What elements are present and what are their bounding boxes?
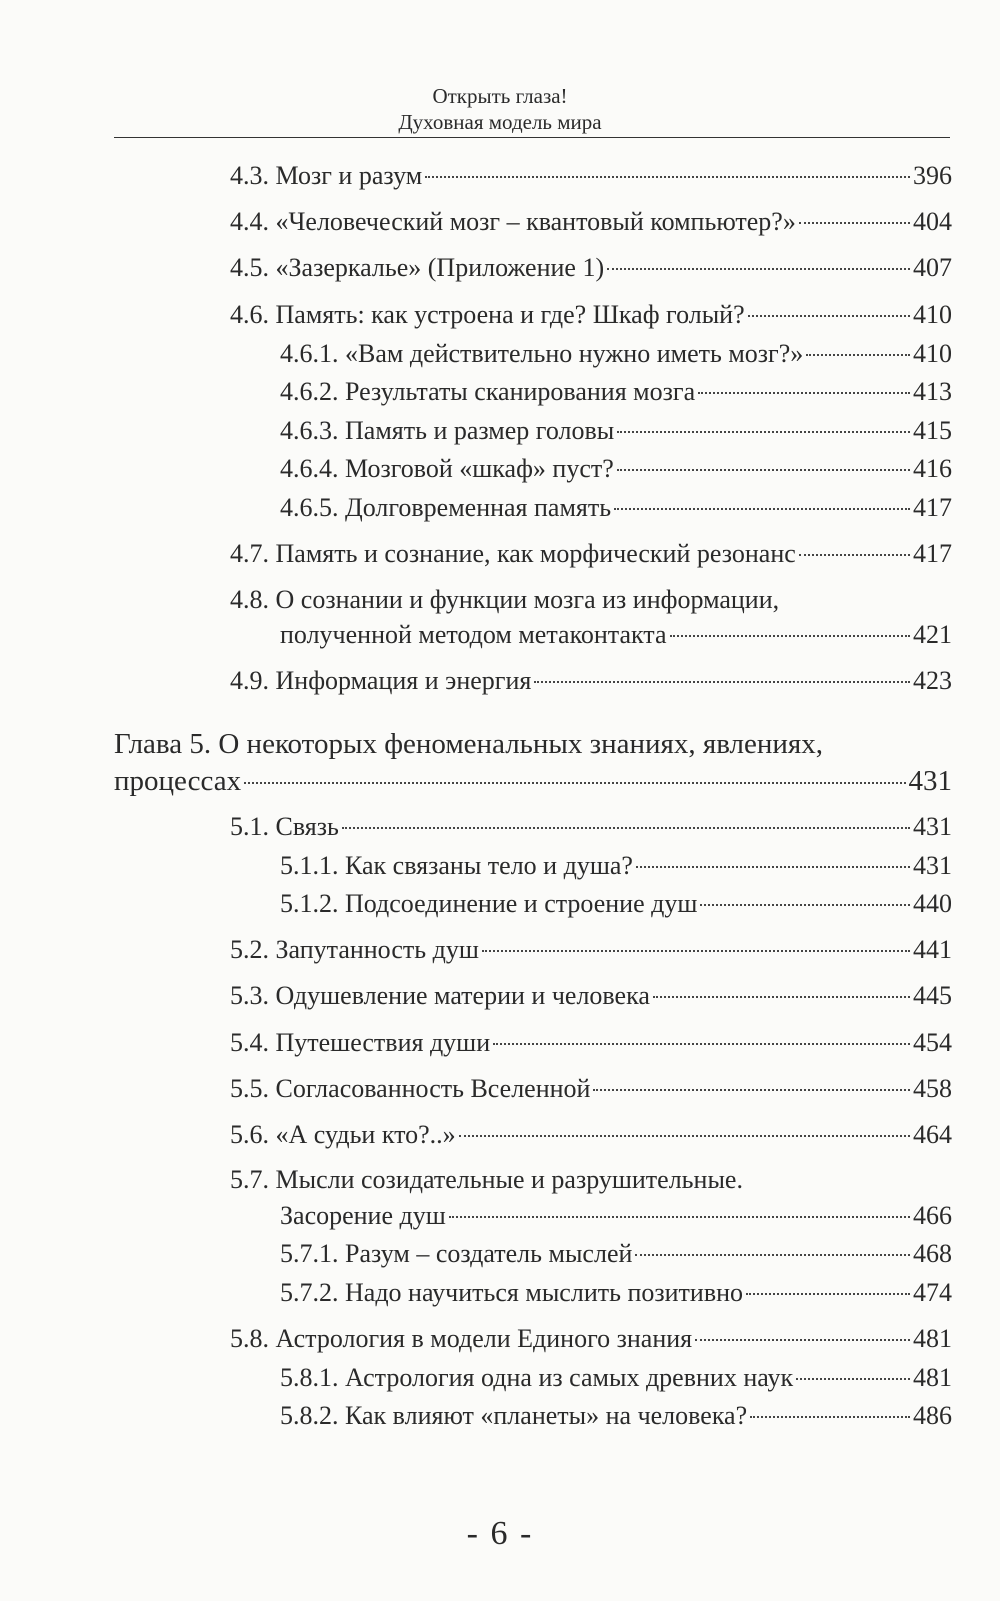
toc-entry-title: 5.8.1. Астрология одна из самых древних наук [280,1363,794,1392]
toc-page-number: 413 [913,377,952,406]
dot-leader [614,508,910,510]
toc-entry-5-6 [230,1119,952,1151]
dot-leader [796,1378,910,1380]
toc-page-number: 441 [913,935,952,964]
toc-page-number: 417 [913,539,952,568]
toc-entry-4-6-1 [280,338,952,370]
toc-page-number: 431 [908,765,952,797]
toc-entry-4-4 [230,206,952,238]
toc-page-number: 481 [913,1324,952,1353]
toc-entry-title: 4.9. Информация и энергия [230,666,532,695]
dot-leader [695,1339,910,1341]
toc-entry-title: 5.4. Путешествия души [230,1028,491,1057]
dot-leader [607,268,910,270]
toc-entry-title: 5.5. Согласованность Вселенной [230,1074,591,1103]
dot-leader [750,1416,910,1418]
running-header-title: Открыть глаза! [432,84,568,108]
toc-page-number: 396 [913,161,952,190]
dot-leader [799,222,910,224]
toc-entry-title: 4.6.3. Память и размер головы [280,416,615,445]
dot-leader [670,635,910,637]
toc-entry-4-6-4 [280,453,952,485]
toc-page-number: 481 [913,1363,952,1392]
dot-leader [746,1293,910,1295]
toc-entry-title: 4.6.4. Мозговой «шкаф» пуст? [280,454,614,483]
toc-page-number: 407 [913,253,952,282]
toc-entry-5-2 [230,934,952,966]
toc-entry-title: 5.6. «А судьи кто?..» [230,1120,456,1149]
dot-leader [493,1043,910,1045]
dot-leader [342,827,910,829]
toc-entry-title: процессах [114,765,242,797]
dot-leader [482,950,910,952]
toc-entry-title: 4.7. Память и сознание, как морфический резонанс [230,539,796,568]
toc-page-number: 445 [913,981,952,1010]
running-header-subtitle: Духовная модель мира [398,110,602,134]
toc-entry-5-7 [280,1200,952,1232]
toc-entry-title: 5.3. Одушевление материи и человека [230,981,650,1010]
toc-page-number: 431 [913,812,952,841]
toc-page-number: 421 [913,620,952,649]
toc-entry-5-1-2 [280,888,952,920]
dot-leader [636,866,910,868]
toc-entry-title: 4.6.2. Результаты сканирования мозга [280,377,696,406]
toc-page-number: 440 [913,889,952,918]
toc-entry-title: 4.6.1. «Вам действительно нужно иметь мозг?» [280,339,804,368]
toc-entry-5-7-title-line1: 5.7. Мысли созидательные и разрушительные. [230,1165,743,1194]
toc-entry-title: 5.8.2. Как влияют «планеты» на человека? [280,1401,748,1430]
toc-entry-title: 4.6. Память: как устроена и где? Шкаф голый? [230,300,745,329]
toc-entry-title: 4.4. «Человеческий мозг – квантовый компьютер?» [230,207,796,236]
toc-entry-title: 5.2. Запутанность душ [230,935,479,964]
toc-page-number: 486 [913,1401,952,1430]
toc-page-number: 410 [913,300,952,329]
toc-entry-title: 5.1.1. Как связаны тело и душа? [280,851,633,880]
dot-leader [534,681,910,683]
toc-entry-5-7-2 [280,1277,952,1309]
header-rule [114,137,950,138]
toc-entry-4-6-2 [280,376,952,408]
toc-page-number: 416 [913,454,952,483]
toc-page-number: 423 [913,666,952,695]
dot-leader [700,904,910,906]
toc-entry-title: 5.7.2. Надо научиться мыслить позитивно [280,1278,744,1307]
toc-page-number: 464 [913,1120,952,1149]
toc-entry-title: 5.8. Астрология в модели Единого знания [230,1324,693,1353]
toc-page-number: 458 [913,1074,952,1103]
toc-entry-title: полученной методом метаконтакта [280,620,667,649]
dot-leader [459,1135,910,1137]
toc-entry-4-5 [230,252,952,284]
dot-leader [799,554,910,556]
toc-page-number: 404 [913,207,952,236]
toc-entry-5-1 [230,811,952,843]
toc-entry-4-7 [230,538,952,570]
dot-leader [653,996,910,998]
toc-entry-title: 5.1. Связь [230,812,339,841]
toc-entry-4-6-3 [280,415,952,447]
page-number-footer: - 6 - [466,1515,534,1552]
dot-leader [425,176,910,178]
toc-page-number: 417 [913,493,952,522]
toc-page-number: 431 [913,851,952,880]
toc-entry-4-3 [230,160,952,192]
toc-entry-5-1-1 [280,850,952,882]
toc-page-number: 466 [913,1201,952,1230]
dot-leader [244,782,905,784]
toc-entry-title: 5.1.2. Подсоединение и строение душ [280,889,698,918]
dot-leader [617,431,910,433]
toc-page-number: 415 [913,416,952,445]
toc-page-number: 474 [913,1278,952,1307]
toc-entry-4-8-title-line1: 4.8. О сознании и функции мозга из информации, [230,585,780,614]
dot-leader [806,354,910,356]
toc-chapter-5 [114,763,952,799]
toc-entry-title: 5.7.1. Разум – создатель мыслей [280,1239,633,1268]
toc-entry-5-7-1 [280,1238,952,1270]
toc-entry-5-3 [230,980,952,1012]
toc-entry-5-5 [230,1073,952,1105]
toc-entry-4-6-5 [280,492,952,524]
toc-page-number: 410 [913,339,952,368]
dot-leader [449,1216,910,1218]
toc-entry-5-4 [230,1027,952,1059]
toc-entry-5-8-1 [280,1362,952,1394]
toc-entry-title: 4.5. «Зазеркалье» (Приложение 1) [230,253,605,282]
toc-page-number: 468 [913,1239,952,1268]
toc-entry-title: Засорение душ [280,1201,446,1230]
toc-entry-5-8 [230,1323,952,1355]
dot-leader [593,1089,910,1091]
dot-leader [635,1254,910,1256]
toc-entry-4-6 [230,299,952,331]
toc-chapter-5-title-line1: Глава 5. О некоторых феноменальных знаниях, явлениях, [114,728,823,760]
toc-entry-4-9 [230,665,952,697]
dot-leader [748,315,910,317]
toc-page-number: 454 [913,1028,952,1057]
dot-leader [617,469,910,471]
toc-entry-5-8-2 [280,1400,952,1432]
toc-entry-title: 4.3. Мозг и разум [230,161,423,190]
toc-entry-4-8 [280,619,952,651]
dot-leader [698,392,910,394]
toc-entry-title: 4.6.5. Долговременная память [280,493,612,522]
